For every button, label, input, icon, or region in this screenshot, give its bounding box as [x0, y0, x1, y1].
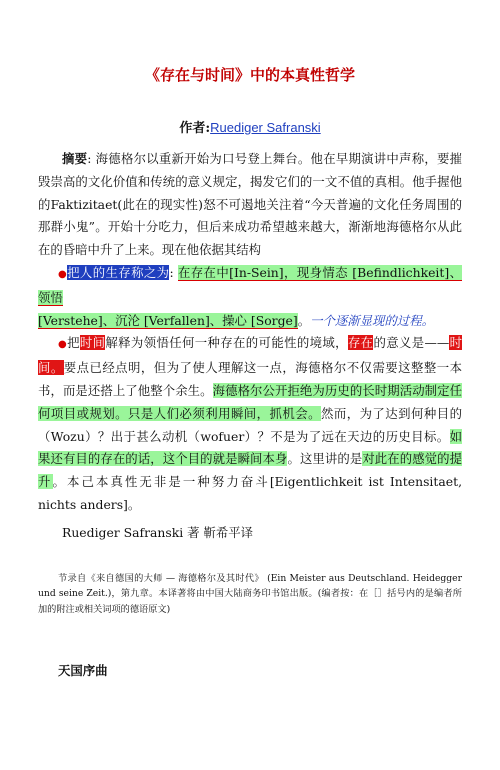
highlight-goal: 如果还有目的存在的话，这个目的就是瞬间本身: [38, 428, 462, 467]
period: 。: [297, 312, 311, 328]
text-horizon: 解释为领悟任何一种存在的可能性的境域，: [105, 335, 348, 351]
text-purpose: 然而，为了达到何种目的（Wozu）？出于甚么动机（wofuer）？不是为了远在天边的历史目标。: [38, 405, 463, 444]
text-key-point: 要点已经点明，但为了使人理解这一点，海德格尔不仅需要这整整一本书，而是还搭上了他整个余生。: [38, 360, 463, 398]
abstract-text: : 海德格尔以重新开始为口号登上舞台。他在早期演讲中声称，要摧毁崇高的文化价值和传统的意义规定，揭发它们的一文不值的真相。他手握他的Faktizitaet(此在的现实性)怒不可遏地关注着“今天普遍的文化任务周围的那群小鬼”。开始十分吃力，但后来成功希望越来越大，渐渐地海德格尔从此在的昏暗中升了上来。现在他依据其结构: [38, 151, 463, 258]
author-label: 作者:: [179, 121, 211, 136]
time-paragraph: [38, 332, 462, 516]
author-link[interactable]: Ruediger Safranski: [210, 120, 321, 135]
highlight-being: 存在: [347, 335, 374, 351]
section-heading: 天国序曲: [58, 663, 108, 679]
existence-paragraph: [38, 262, 462, 332]
document-page: [0, 64, 500, 770]
bullet-icon: ●: [58, 339, 68, 351]
highlight-time-end: 时间。: [38, 335, 463, 376]
signature-line: Ruediger Safranski 著 靳希平译: [62, 524, 254, 540]
text-eigentlichkeit: 。本己本真性无非是一种努力奋斗[Eigentlichkeit ist Intensitaet, nichts anders]。: [38, 474, 463, 512]
translator-note: 节录自《来自德国的大师 — 海德格尔及其时代》 (Ein Meister aus Deutschland. Heidegger und seine Zeit.)，第九章。本译著将由中国大陆商务印书馆出版。(编者按：在［］括号内的是编者所加的附注或相关词项的德语原文): [38, 572, 462, 615]
abstract-label: 摘要: [62, 151, 88, 166]
highlight-in-sein: 在存在中[In-Sein]，现身情态 [Befindlichkeit]、领悟: [38, 264, 462, 305]
text-meaning: 的意义是——: [373, 335, 450, 351]
text-ba: 把: [67, 335, 80, 351]
author-line: [38, 117, 462, 136]
bullet-icon: ●: [58, 268, 68, 280]
title-text: 《存在与时间》中的本真性哲学: [144, 66, 355, 84]
highlight-existence: 把人的生存称之为: [67, 264, 170, 280]
highlight-feeling: 对此在的感觉的提升: [38, 451, 463, 490]
highlight-time: 时间: [79, 335, 106, 351]
article-body: [38, 148, 462, 517]
abstract-paragraph: [38, 148, 462, 262]
text-here: 。这里讲的是: [287, 451, 363, 467]
colon: :: [169, 264, 174, 280]
article-title: [38, 64, 462, 85]
process-note: 一个逐渐显现的过程。: [310, 312, 434, 328]
highlight-verstehe: [Verstehe]、沉沦 [Verfallen]、操心 [Sorge]: [38, 312, 298, 328]
highlight-moment: 海德格尔公开拒绝为历史的长时期活动制定任何项目或规划。只是人们必须利用瞬间，抓机会。: [38, 382, 463, 421]
